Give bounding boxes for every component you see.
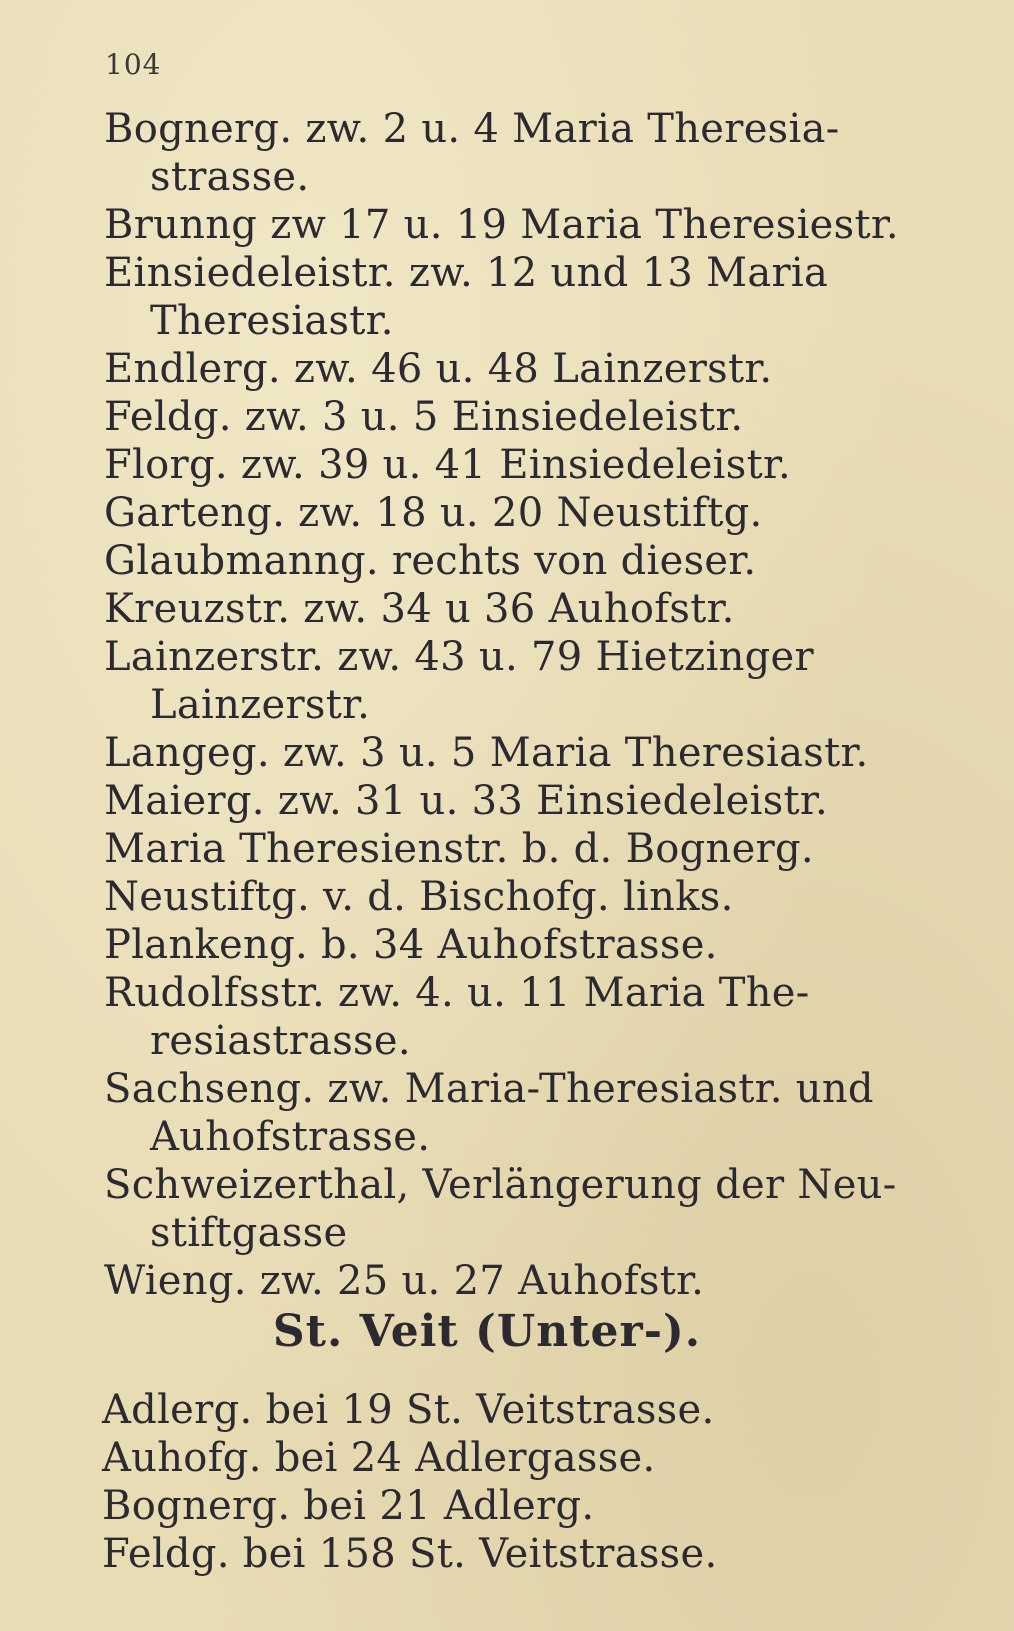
list-item (104, 345, 904, 393)
entry-text: Endlerg. zw. 46 u. 48 Lainzerstr. (104, 346, 773, 392)
list-item (104, 777, 904, 825)
entry-text: Kreuzstr. zw. 34 u 36 Auhofstr. (104, 586, 735, 632)
list-item (104, 1065, 904, 1161)
section-heading (0, 1306, 1014, 1357)
entry-text: Garteng. zw. 18 u. 20 Neustiftg. (104, 490, 763, 536)
list-item (104, 585, 904, 633)
list-item: Bognerg. bei 21 Adlerg. (102, 1483, 595, 1529)
entry-text: Lainzerstr. zw. 43 u. 79 Hietzinger (104, 634, 814, 680)
list-item (104, 729, 904, 777)
entry-text: Florg. zw. 39 u. 41 Einsiedeleistr. (104, 442, 792, 488)
entry-text: Maierg. zw. 31 u. 33 Einsiedeleistr. (104, 778, 828, 824)
entry-text: Glaubmanng. rechts von dieser. (104, 538, 757, 584)
list-item (104, 1257, 904, 1305)
list-item (104, 969, 904, 1065)
list-item (104, 825, 904, 873)
list-item (104, 633, 904, 729)
list-item: Auhofg. bei 24 Adlergasse. (102, 1435, 656, 1481)
entry-continuation: stiftgasse (150, 1210, 348, 1256)
list-item (104, 201, 904, 249)
list-item (104, 489, 904, 537)
entry-text: Einsiedeleistr. zw. 12 und 13 Maria (104, 250, 829, 296)
entry-text: Langeg. zw. 3 u. 5 Maria Theresiastr. (104, 730, 869, 776)
section-title: St. Veit (Unter-). (272, 1306, 702, 1357)
entry-text: Wieng. zw. 25 u. 27 Auhofstr. (104, 1258, 705, 1304)
entry-continuation: Auhofstrasse. (150, 1114, 431, 1160)
entry-continuation: Lainzerstr. (150, 682, 371, 728)
entry-continuation: resiastrasse. (150, 1018, 411, 1064)
entry-text: Schweizerthal, Verlängerung der Neu- (104, 1162, 897, 1208)
entry-text: Rudolfsstr. zw. 4. u. 11 Maria The- (104, 970, 810, 1016)
list-item (104, 873, 904, 921)
page-number: 104 (105, 48, 162, 81)
entry-text: Brunng zw 17 u. 19 Maria Theresiestr. (104, 202, 899, 248)
list-item: Feldg. bei 158 St. Veitstrasse. (102, 1531, 718, 1577)
list-item (104, 921, 904, 969)
entry-text: Sachseng. zw. Maria-Theresiastr. und (104, 1066, 874, 1112)
entry-text: Maria Theresienstr. b. d. Bognerg. (104, 826, 814, 872)
list-item (104, 105, 904, 201)
entry-continuation: Theresiastr. (150, 298, 394, 344)
entry-text: Plankeng. b. 34 Auhofstrasse. (104, 922, 718, 968)
entry-text: Feldg. zw. 3 u. 5 Einsiedeleistr. (104, 394, 744, 440)
list-item (104, 393, 904, 441)
list-item (104, 537, 904, 585)
list-item (104, 441, 904, 489)
section-street-list (102, 1386, 902, 1578)
list-item (104, 1161, 904, 1257)
entry-text: Bognerg. zw. 2 u. 4 Maria Theresia- (104, 106, 840, 152)
street-list (104, 105, 904, 1305)
entry-text: Neustiftg. v. d. Bischofg. links. (104, 874, 734, 920)
list-item: Adlerg. bei 19 St. Veitstrasse. (102, 1387, 715, 1433)
entry-continuation: strasse. (150, 154, 310, 200)
list-item (104, 249, 904, 345)
